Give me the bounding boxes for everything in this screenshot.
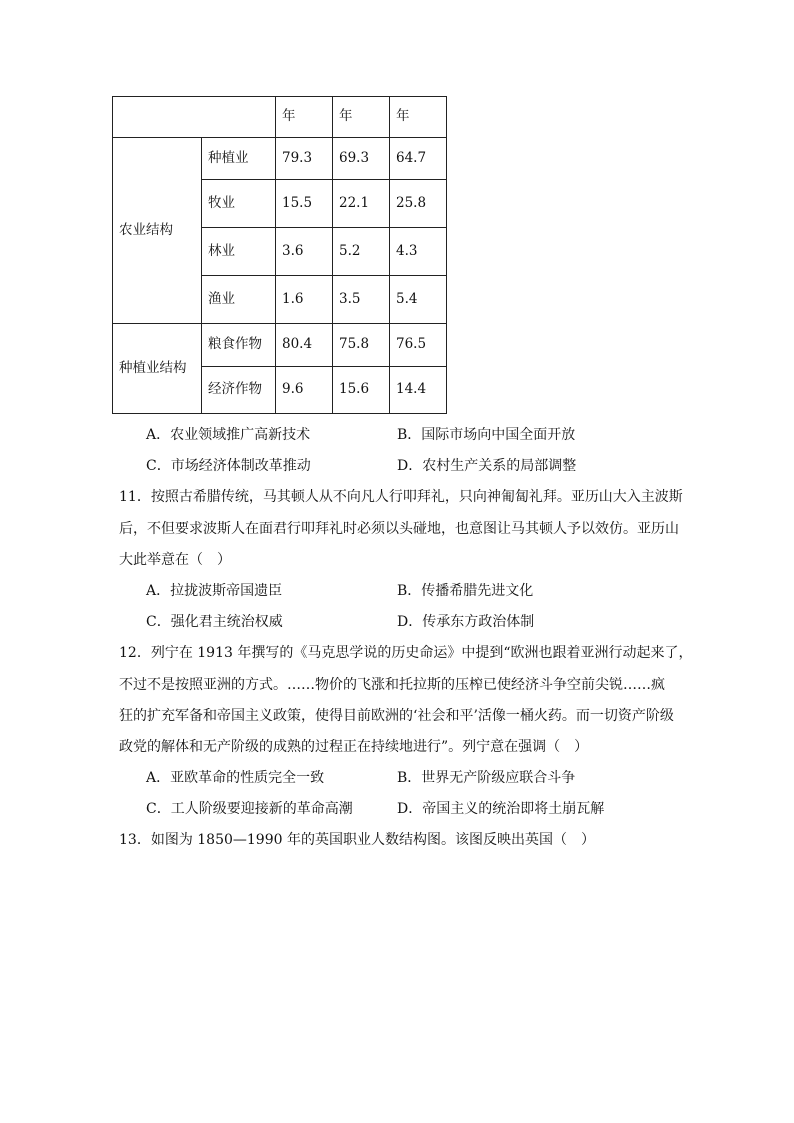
table-cell: 79.3 — [276, 138, 333, 180]
table-cell: 5.4 — [390, 276, 447, 324]
group-label-agriculture: 农业结构 — [113, 138, 202, 324]
q10-option-c[interactable]: C．市场经济体制改革推动 — [146, 458, 311, 474]
table-row — [113, 138, 447, 180]
q11-stem-line-2: 后，不但要求波斯人在面君行叩拜礼时必须以头碰地，也意图让马其顿人予以效仿。亚历山 — [119, 521, 679, 537]
table-cell: 3.6 — [276, 228, 333, 276]
q11-option-b[interactable]: B．传播希腊先进文化 — [397, 583, 534, 599]
year-header-3: 年 — [390, 97, 447, 138]
table-cell: 15.6 — [333, 367, 390, 414]
table-row — [113, 324, 447, 367]
table-cell: 76.5 — [390, 324, 447, 367]
row-label: 牧业 — [202, 180, 276, 228]
table-cell: 64.7 — [390, 138, 447, 180]
year-header-2: 年 — [333, 97, 390, 138]
agriculture-structure-table — [112, 96, 447, 414]
table-cell: 75.8 — [333, 324, 390, 367]
q12-option-b[interactable]: B．世界无产阶级应联合斗争 — [397, 770, 576, 786]
row-label: 粮食作物 — [202, 324, 276, 367]
table-cell: 5.2 — [333, 228, 390, 276]
q10-option-b[interactable]: B．国际市场向中国全面开放 — [397, 427, 576, 443]
table-cell: 4.3 — [390, 228, 447, 276]
table-cell: 9.6 — [276, 367, 333, 414]
q12-option-c[interactable]: C．工人阶级要迎接新的革命高潮 — [146, 801, 353, 817]
q12-stem-line-3: 狂的扩充军备和帝国主义政策，使得目前欧洲的‘社会和平’活像一桶火药。而一切资产阶级 — [119, 708, 674, 724]
q12-stem-line-2: 不过不是按照亚洲的方式。……物价的飞涨和托拉斯的压榨已使经济斗争空前尖锐……疯 — [119, 677, 665, 693]
q10-option-a[interactable]: A．农业领域推广高新技术 — [146, 427, 311, 443]
q11-option-a[interactable]: A．拉拢波斯帝国遗臣 — [146, 583, 283, 599]
table-cell: 69.3 — [333, 138, 390, 180]
year-header-1: 年 — [276, 97, 333, 138]
q13-stem-line: 13．如图为 1850—1990 年的英国职业人数结构图。该图反映出英国（ ） — [119, 832, 595, 848]
q11-option-d[interactable]: D．传承东方政治体制 — [397, 614, 535, 630]
table-cell: 22.1 — [333, 180, 390, 228]
table-cell: 80.4 — [276, 324, 333, 367]
table-cell: 14.4 — [390, 367, 447, 414]
group-label-planting: 种植业结构 — [113, 324, 202, 414]
q12-option-d[interactable]: D．帝国主义的统治即将土崩瓦解 — [397, 801, 605, 817]
q10-option-d[interactable]: D．农村生产关系的局部调整 — [397, 458, 577, 474]
row-label: 渔业 — [202, 276, 276, 324]
q12-option-a[interactable]: A．亚欧革命的性质完全一致 — [146, 770, 325, 786]
table-cell: 15.5 — [276, 180, 333, 228]
row-label: 种植业 — [202, 138, 276, 180]
q12-stem-line-4: 政党的解体和无产阶级的成熟的过程正在持续地进行”。列宁意在强调（ ） — [119, 739, 589, 755]
table-cell: 3.5 — [333, 276, 390, 324]
row-label: 经济作物 — [202, 367, 276, 414]
table-corner-cell — [113, 97, 276, 138]
row-label: 林业 — [202, 228, 276, 276]
q11-option-c[interactable]: C．强化君主统治权威 — [146, 614, 283, 630]
q12-stem-line-1: 12．列宁在 1913 年撰写的《马克思学说的历史命运》中提到“欧洲也跟着亚洲行动起来了， — [119, 645, 693, 661]
q11-stem-line-3: 大此举意在（ ） — [119, 552, 231, 568]
table-cell: 1.6 — [276, 276, 333, 324]
table-cell: 25.8 — [390, 180, 447, 228]
table-header-row — [113, 97, 447, 138]
q11-stem-line-1: 11．按照古希腊传统，马其顿人从不向凡人行叩拜礼，只向神匍匐礼拜。亚历山大入主波斯 — [119, 489, 683, 505]
